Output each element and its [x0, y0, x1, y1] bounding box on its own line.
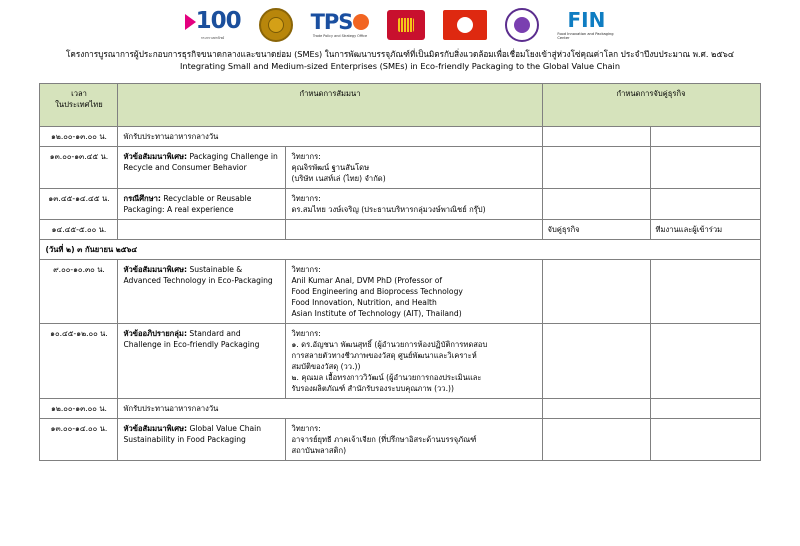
- day-label: (วันที่ ๒) ๓ กันยายน ๒๕๖๔: [40, 239, 760, 259]
- speaker-line: อาจารย์ยุทธี ภาคเจ้าเจียก (ที่ปรึกษาอิสระด้านบรรจุภัณฑ์: [291, 434, 477, 444]
- row-time: ๑๔.๔๕-๕.๐๐ น.: [40, 219, 118, 239]
- tpso-logo-subtitle: Trade Policy and Strategy Office: [312, 33, 368, 38]
- fin-logo-subtitle: Food Innovation and Packaging Center: [557, 31, 614, 40]
- speaker-line: สถาบันพลาสติก): [291, 445, 347, 455]
- speaker-line: Food Engineering and Bioprocess Technology: [291, 286, 463, 296]
- row-topic-prefix: หัวข้อสัมมนาพิเศษ:: [123, 151, 188, 161]
- speaker-line: วิทยากร:: [291, 264, 321, 274]
- row-speaker: [286, 323, 542, 398]
- asean-rice-icon: [398, 18, 414, 32]
- asean-logo: [387, 6, 425, 44]
- row-match1: [542, 259, 650, 323]
- row-match1: [542, 188, 650, 219]
- university-inner-icon: [514, 17, 530, 33]
- speaker-line: วิทยากร:: [291, 193, 321, 203]
- table-row: [40, 126, 760, 146]
- fin-logo: [557, 6, 615, 44]
- title-english: Integrating Small and Medium-sized Enterprises (SMEs) in Eco-friendly Packaging to the Global Value Chain: [179, 61, 621, 72]
- row-match1: [542, 323, 650, 398]
- row-time: ๑๒.๐๐-๑๓.๐๐ น.: [40, 126, 118, 146]
- table-row: [40, 219, 760, 239]
- row-topic-text: Global Value Chain Sustainability in Food Packaging: [123, 423, 262, 444]
- logo-100-caption: กระทรวงพาณิชย์: [200, 36, 225, 40]
- royal-seal-logo: [259, 6, 293, 44]
- row-topic-text: Standard and Challenge in Eco-friendly Packaging: [123, 328, 260, 349]
- tpso-logo-text: TPS: [310, 9, 353, 34]
- table-row: [40, 259, 760, 323]
- speaker-line: รับรองผลิตภัณฑ์ สำนักรับรองระบบคุณภาพ (วว.)): [291, 383, 454, 393]
- speaker-line: คุณจิรพัฒน์ ฐานสันโดษ: [291, 162, 370, 172]
- row-match2: ทีมงานและผู้เข้าร่วม: [650, 219, 760, 239]
- row-topic: [118, 323, 286, 398]
- speaker-line: วิทยากร:: [291, 423, 321, 433]
- row-match1: [542, 126, 650, 146]
- row-speaker: [286, 418, 542, 460]
- speaker-line: สมบัติของวัสดุ (วว.)): [291, 361, 361, 371]
- header-seminar: กำหนดการสัมมนา: [118, 83, 542, 126]
- row-time: ๑๒.๐๐-๑๓.๐๐ น.: [40, 398, 118, 418]
- row-topic-prefix: หัวข้อสัมมนาพิเศษ:: [123, 423, 188, 433]
- row-match2: [650, 323, 760, 398]
- play-triangle-icon: [185, 14, 196, 30]
- row-time: ๑๐.๔๕-๑๒.๐๐ น.: [40, 323, 118, 398]
- row-time: ๙.๐๐-๑๐.๓๐ น.: [40, 259, 118, 323]
- speaker-line: ดร.สมไทย วงษ์เจริญ (ประธานบริหารกลุ่มวงษ์พาณิชย์ กรุ๊ป): [291, 204, 486, 214]
- row-match1: จับคู่ธุรกิจ: [542, 219, 650, 239]
- row-topic: [118, 188, 286, 219]
- bauhinia-icon: [457, 17, 473, 33]
- seal-icon: [259, 8, 293, 42]
- agenda-table: [39, 83, 760, 461]
- speaker-line: (บริษัท เนสท์เล่ (ไทย) จำกัด): [291, 173, 386, 183]
- row-speaker: [286, 259, 542, 323]
- row-topic: พักรับประทานอาหารกลางวัน: [118, 398, 542, 418]
- row-speaker: [286, 188, 542, 219]
- header-time-line1: เวลา: [71, 88, 87, 98]
- speaker-line: Asian Institute of Technology (AIT), Thailand): [291, 308, 462, 318]
- table-row: [40, 323, 760, 398]
- row-match2: [650, 418, 760, 460]
- row-time: ๑๓.๐๐-๑๔.๐๐ น.: [40, 418, 118, 460]
- speaker-line: ๒. คุณมล เอื้อทรงกาววิวัฒน์ (ผู้อำนวยการกองประเมินและ: [291, 372, 482, 382]
- row-topic-prefix: หัวข้ออภิปรายกลุ่ม:: [123, 328, 187, 338]
- 100-years-logo: [185, 6, 241, 44]
- row-match1: [542, 146, 650, 188]
- document-title-block: [0, 46, 800, 79]
- table-row: [40, 418, 760, 460]
- speaker-line: Food Innovation, Nutrition, and Health: [291, 297, 437, 307]
- row-topic: [118, 418, 286, 460]
- row-time: ๑๓.๐๐-๑๓.๔๕ น.: [40, 146, 118, 188]
- row-match2: [650, 259, 760, 323]
- row-speaker: [286, 146, 542, 188]
- logo-100-number: 100: [195, 8, 241, 34]
- row-match2: [650, 126, 760, 146]
- speaker-line: Anil Kumar Anal, DVM PhD (Professor of: [291, 275, 443, 285]
- speaker-line: วิทยากร:: [291, 328, 321, 338]
- row-topic-text: Packaging Challenge in Recycle and Consumer Behavior: [123, 151, 278, 172]
- university-seal-icon: [505, 8, 539, 42]
- header-time: [40, 83, 118, 126]
- table-header-row: [40, 83, 760, 126]
- header-matching: กำหนดการจับคู่ธุรกิจ: [542, 83, 760, 126]
- logo-strip: [0, 0, 800, 46]
- tpso-circle-icon: [353, 14, 369, 30]
- row-match2: [650, 398, 760, 418]
- row-topic: [118, 146, 286, 188]
- row-topic: [118, 259, 286, 323]
- header-time-line2: ในประเทศไทย: [55, 99, 103, 109]
- table-row: [40, 188, 760, 219]
- speaker-line: วิทยากร:: [291, 151, 321, 161]
- row-speaker: [286, 219, 542, 239]
- row-match1: [542, 398, 650, 418]
- agenda-table-body: [40, 126, 760, 460]
- hong-kong-flag-icon: [443, 10, 487, 40]
- row-match1: [542, 418, 650, 460]
- row-topic-prefix: หัวข้อสัมมนาพิเศษ:: [123, 264, 188, 274]
- table-row: [40, 146, 760, 188]
- agenda-table-head: [40, 83, 760, 126]
- fin-logo-text: FIN: [567, 7, 606, 32]
- table-row: [40, 398, 760, 418]
- row-topic: [118, 219, 286, 239]
- row-time: ๑๓.๔๕-๑๔.๔๕ น.: [40, 188, 118, 219]
- row-match2: [650, 146, 760, 188]
- tpso-logo: [311, 6, 370, 44]
- row-topic: พักรับประทานอาหารกลางวัน: [118, 126, 542, 146]
- row-match2: [650, 188, 760, 219]
- row-topic-prefix: กรณีศึกษา:: [123, 193, 161, 203]
- row-topic-text: Recyclable or Reusable Packaging: A real experience: [123, 193, 252, 214]
- hong-kong-logo: [443, 6, 487, 44]
- asean-flag-icon: [387, 10, 425, 40]
- title-thai: โครงการบูรณาการผู้ประกอบการธุรกิจขนาดกลางและขนาดย่อม (SMEs) ในการพัฒนาบรรจุภัณฑ์ที่เป็นมิตรกับสิ่งแวดล้อมเพื่อเชื่อมโยงเข้าสู่ห่วงโซ่คุณค่าโลก ประจำปีงบประมาณ พ.ศ. ๒๕๖๔: [65, 49, 735, 59]
- speaker-line: ๑. ดร.อัญชนา พัฒนสุทธิ์ (ผู้อำนวยการห้องปฏิบัติการทดสอบ: [291, 339, 488, 349]
- speaker-line: การสลายตัวทางชีวภาพของวัสดุ ศูนย์พัฒนาและวิเคราะห์: [291, 350, 477, 360]
- row-topic-text: Sustainable & Advanced Technology in Eco-Packaging: [123, 264, 273, 285]
- day-separator-row: [40, 239, 760, 259]
- university-logo: [505, 6, 539, 44]
